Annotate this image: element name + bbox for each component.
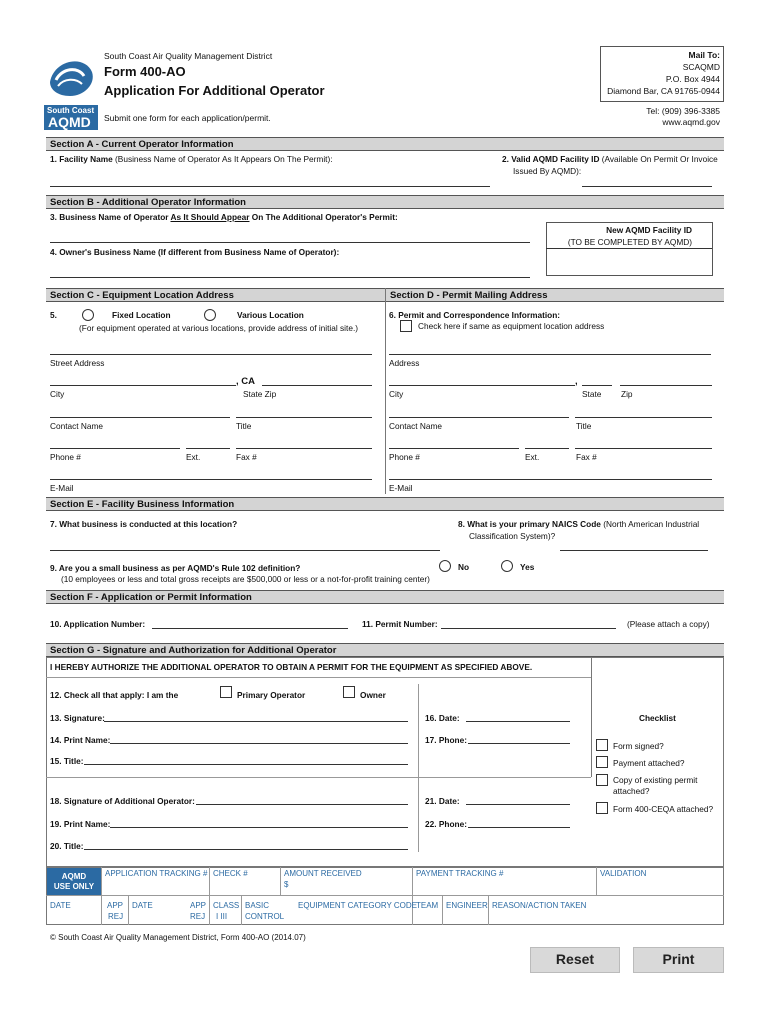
- owner-name-input[interactable]: [50, 277, 530, 278]
- control-label: CONTROL: [245, 912, 285, 921]
- phone-22-input[interactable]: [468, 827, 570, 828]
- office-col-8: [442, 895, 443, 925]
- field-2-num: 2. Valid AQMD Facility ID: [502, 154, 600, 164]
- title-20-input[interactable]: [84, 849, 408, 850]
- website: www.aqmd.gov: [662, 117, 720, 127]
- office-col-6: [128, 895, 129, 925]
- field-21-label: 21. Date:: [425, 796, 460, 806]
- basic-label: BASIC: [245, 901, 270, 910]
- same-address-label: Check here if same as equipment location address: [418, 321, 605, 331]
- print-button[interactable]: Print: [633, 947, 724, 973]
- phone-d-label: Phone #: [389, 452, 420, 462]
- section-g-header: Section G - Signature and Authorization for Additional Operator: [46, 643, 724, 657]
- field-5-num: 5.: [50, 310, 57, 320]
- street-label: Street Address: [50, 358, 105, 368]
- form-title: Application For Additional Operator: [104, 83, 325, 98]
- email-d-input[interactable]: [389, 479, 712, 480]
- reset-button[interactable]: Reset: [530, 947, 620, 973]
- rej-1-label: REJ: [108, 912, 124, 921]
- logo-text-top: South Coast: [47, 106, 95, 115]
- field-8-note-2: Classification System)?: [469, 531, 556, 541]
- permit-number-input[interactable]: [441, 628, 616, 629]
- class-label: CLASS: [213, 901, 240, 910]
- field-16-label: 16. Date:: [425, 713, 460, 723]
- primary-operator-label: Primary Operator: [237, 690, 306, 700]
- contact-d-label: Contact Name: [389, 421, 443, 431]
- zip-c-input[interactable]: [262, 385, 372, 386]
- rej-2-label: REJ: [190, 912, 206, 921]
- telephone: Tel: (909) 396-3385: [646, 106, 720, 116]
- app-1-label: APP: [107, 901, 124, 910]
- field-10-label: 10. Application Number:: [50, 619, 146, 629]
- field-3-a: 3. Business Name of Operator: [50, 212, 171, 222]
- authorize-statement: I HEREBY AUTHORIZE THE ADDITIONAL OPERATOR TO OBTAIN A PERMIT FOR THE EQUIPMENT AS SPECIFIED ABOVE.: [50, 662, 533, 672]
- ext-c-label: Ext.: [186, 452, 201, 462]
- fax-d-label: Fax #: [576, 452, 597, 462]
- reason-label: REASON/ACTION TAKEN: [492, 901, 587, 910]
- form-number: Form 400-AO: [104, 64, 186, 79]
- payment-attached-checkbox[interactable]: [596, 756, 608, 768]
- contact-c-input[interactable]: [50, 417, 230, 418]
- authorize-divider: [46, 677, 591, 678]
- copy-permit-label: Copy of existing permit: [613, 775, 698, 785]
- email-d-label: E-Mail: [389, 483, 413, 493]
- yes-label: Yes: [520, 562, 535, 572]
- zip-d-input[interactable]: [620, 385, 712, 386]
- comma-d-label: ,: [575, 376, 578, 387]
- phone-c-label: Phone #: [50, 452, 81, 462]
- field-14-label: 14. Print Name:: [50, 735, 111, 745]
- phone-c-input[interactable]: [50, 448, 180, 449]
- primary-operator-checkbox[interactable]: [220, 686, 232, 698]
- fax-c-label: Fax #: [236, 452, 257, 462]
- validation-label: VALIDATION: [600, 869, 647, 878]
- new-id-note: (TO BE COMPLETED BY AQMD): [567, 237, 692, 247]
- field-15-label: 15. Title:: [50, 756, 84, 766]
- cd-divider: [385, 288, 386, 494]
- fax-c-input[interactable]: [236, 448, 372, 449]
- various-location-label: Various Location: [237, 310, 304, 320]
- district-name: South Coast Air Quality Management District: [104, 51, 273, 61]
- street-input[interactable]: [50, 354, 372, 355]
- facility-id-input[interactable]: [582, 186, 712, 187]
- phone-d-input[interactable]: [389, 448, 519, 449]
- field-9-note: (10 employees or less and total gross receipts are $500,000 or less or a not-for-profit training center): [61, 574, 430, 584]
- fixed-location-label: Fixed Location: [112, 310, 171, 320]
- various-location-radio[interactable]: [204, 309, 216, 321]
- mail-line-3: Diamond Bar, CA 91765-0944: [607, 86, 720, 96]
- signature-input[interactable]: [104, 721, 408, 722]
- print-name-19-input[interactable]: [110, 827, 408, 828]
- copyright-footer: © South Coast Air Quality Management District, Form 400-AO (2014.07): [50, 933, 306, 942]
- various-note: (For equipment operated at various locations, provide address of initial site.): [79, 323, 359, 333]
- title-c-input[interactable]: [236, 417, 372, 418]
- zip-d-label: Zip: [621, 389, 633, 399]
- facility-name-input[interactable]: [50, 186, 490, 187]
- payment-attached-label: Payment attached?: [613, 758, 685, 768]
- office-col-1: [101, 867, 102, 925]
- owner-checkbox[interactable]: [343, 686, 355, 698]
- mail-to-label: Mail To:: [688, 50, 720, 60]
- city-d-input[interactable]: [389, 385, 575, 386]
- field-9-label: 9. Are you a small business as per AQMD's Rule 102 definition?: [50, 563, 301, 573]
- city-c-label: City: [50, 389, 65, 399]
- section-f-header: Section F - Application or Permit Information: [46, 590, 724, 604]
- state-d-input[interactable]: [582, 385, 612, 386]
- office-col-9: [488, 895, 489, 925]
- field-7-label: 7. What business is conducted at this location?: [50, 519, 238, 529]
- office-col-2: [209, 867, 210, 925]
- office-col-7: [241, 895, 242, 925]
- field-3-u: As It Should Appear: [170, 212, 250, 222]
- sig-mid-divider: [46, 777, 591, 778]
- office-col-4: [412, 867, 413, 925]
- small-business-yes-radio[interactable]: [501, 560, 513, 572]
- dollar-label: $: [284, 880, 289, 889]
- field-2-note-2: Issued By AQMD):: [513, 166, 582, 176]
- field-1-note: (Business Name of Operator As It Appears On The Permit):: [115, 154, 333, 164]
- field-3-b: On The Additional Operator's Permit:: [249, 212, 398, 222]
- engineer-label: ENGINEER: [446, 901, 488, 910]
- signature-additional-input[interactable]: [196, 804, 408, 805]
- state-zip-c-label: State Zip: [243, 389, 277, 399]
- date-office-label: DATE: [50, 901, 71, 910]
- field-13-label: 13. Signature:: [50, 713, 105, 723]
- ceqa-attached-label: Form 400-CEQA attached?: [613, 804, 714, 814]
- field-8-label: [458, 519, 699, 529]
- fixed-location-radio[interactable]: [82, 309, 94, 321]
- section-d-header: Section D - Permit Mailing Address: [385, 288, 724, 302]
- email-c-input[interactable]: [50, 479, 372, 480]
- checklist-divider: [591, 657, 592, 777]
- equip-code-label: EQUIPMENT CATEGORY CODE: [298, 901, 417, 910]
- app-2-label: APP: [190, 901, 207, 910]
- small-business-no-radio[interactable]: [439, 560, 451, 572]
- attach-copy-note: (Please attach a copy): [627, 619, 710, 629]
- email-c-label: E-Mail: [50, 483, 74, 493]
- mail-line-1: SCAQMD: [682, 62, 720, 72]
- business-conducted-input[interactable]: [50, 550, 440, 551]
- field-8-note: (North American Industrial: [603, 519, 700, 529]
- address-d-input[interactable]: [389, 354, 711, 355]
- title-c-label: Title: [236, 421, 252, 431]
- section-e-header: Section E - Facility Business Information: [46, 497, 724, 511]
- field-8-num: 8. What is your primary NAICS Code: [458, 519, 601, 529]
- date-21-input[interactable]: [466, 804, 570, 805]
- ext-d-input[interactable]: [525, 448, 569, 449]
- owner-label: Owner: [360, 690, 386, 700]
- copy-permit-label-2: attached?: [613, 786, 650, 796]
- ext-c-input[interactable]: [186, 448, 230, 449]
- ceqa-attached-checkbox[interactable]: [596, 802, 608, 814]
- mail-line-2: P.O. Box 4944: [665, 74, 720, 84]
- state-d-label: State: [582, 389, 602, 399]
- ext-d-label: Ext.: [525, 452, 540, 462]
- contact-d-input[interactable]: [389, 417, 569, 418]
- field-22-label: 22. Phone:: [425, 819, 467, 829]
- form-signed-checkbox[interactable]: [596, 739, 608, 751]
- date-16-input[interactable]: [466, 721, 570, 722]
- new-id-label: New AQMD Facility ID: [606, 225, 692, 235]
- address-d-label: Address: [389, 358, 420, 368]
- date-2-label: DATE: [132, 901, 153, 910]
- logo-text-bottom: AQMD: [48, 114, 91, 130]
- fax-d-input[interactable]: [575, 448, 712, 449]
- city-d-label: City: [389, 389, 404, 399]
- field-11-label: 11. Permit Number:: [362, 619, 438, 629]
- section-b-header: Section B - Additional Operator Information: [46, 195, 724, 209]
- aqmd-label: AQMD: [61, 872, 87, 881]
- class-values: I III: [216, 912, 228, 921]
- section-a-header: Section A - Current Operator Information: [46, 137, 724, 151]
- same-address-checkbox[interactable]: [400, 320, 412, 332]
- contact-c-label: Contact Name: [50, 421, 104, 431]
- amount-label: AMOUNT RECEIVED: [284, 869, 362, 878]
- field-18-label: 18. Signature of Additional Operator:: [50, 796, 195, 806]
- field-19-label: 19. Print Name:: [50, 819, 111, 829]
- field-3-label: [50, 212, 398, 222]
- checklist-title: Checklist: [639, 713, 676, 723]
- naics-input[interactable]: [560, 550, 708, 551]
- field-1-num: 1. Facility Name: [50, 154, 113, 164]
- submit-note: Submit one form for each application/permit.: [104, 113, 271, 123]
- office-row-divider: [46, 895, 724, 896]
- section-c-header: Section C - Equipment Location Address: [46, 288, 385, 302]
- check-label: CHECK #: [213, 869, 248, 878]
- field-2-note: (Available On Permit Or Invoice: [601, 154, 718, 164]
- ca-label: , CA: [236, 376, 255, 387]
- sig-divider: [418, 684, 419, 852]
- copy-permit-checkbox[interactable]: [596, 774, 608, 786]
- field-1-label: [50, 154, 333, 164]
- use-only-label: USE ONLY: [53, 882, 95, 891]
- field-12-label: 12. Check all that apply: I am the: [50, 690, 179, 700]
- office-col-5: [596, 867, 597, 895]
- title-15-input[interactable]: [84, 764, 408, 765]
- form-signed-label: Form signed?: [613, 741, 664, 751]
- office-col-3: [280, 867, 281, 895]
- new-id-divider: [546, 248, 712, 249]
- application-number-input[interactable]: [152, 628, 348, 629]
- app-tracking-label: APPLICATION TRACKING #: [105, 869, 208, 878]
- field-17-label: 17. Phone:: [425, 735, 467, 745]
- title-d-label: Title: [576, 421, 592, 431]
- no-label: No: [458, 562, 470, 572]
- payment-tracking-label: PAYMENT TRACKING #: [416, 869, 504, 878]
- business-name-input[interactable]: [50, 242, 530, 243]
- phone-17-input[interactable]: [468, 743, 570, 744]
- city-c-input[interactable]: [50, 385, 236, 386]
- field-6-label: 6. Permit and Correspondence Information:: [389, 310, 561, 320]
- field-20-label: 20. Title:: [50, 841, 84, 851]
- print-name-14-input[interactable]: [110, 743, 408, 744]
- field-2-label: [502, 154, 718, 164]
- field-4-label: 4. Owner's Business Name (If different from Business Name of Operator):: [50, 247, 340, 257]
- title-d-input[interactable]: [575, 417, 712, 418]
- team-label: TEAM: [416, 901, 439, 910]
